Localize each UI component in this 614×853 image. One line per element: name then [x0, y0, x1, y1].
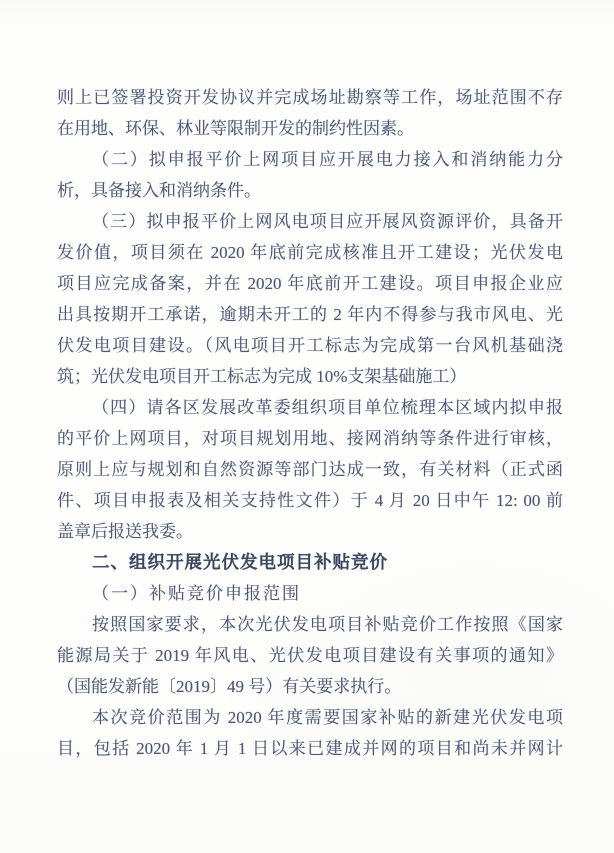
text-line: （二）拟申报平价上网项目应开展电力接入和消纳能力分 [92, 150, 563, 169]
text-line: 原则上应与规划和自然资源等部门达成一致，有关材料（正式函 [57, 460, 563, 479]
text-line: （四）请各区发展改革委组织项目单位梳理本区域内拟申报 [92, 398, 563, 417]
text-line: 发价值，项目须在 2020 年底前完成核准且开工建设；光伏发电 [57, 243, 563, 262]
text-line: 伏发电项目建设。（风电项目开工标志为完成第一台风机基础浇 [57, 336, 563, 355]
document-text-block [57, 82, 563, 764]
text-line: 盖章后报送我委。 [57, 522, 193, 541]
text-line: 目，包括 2020 年 1 月 1 日以来已建成并网的项目和尚未并网计 [57, 739, 563, 758]
text-line: 出具按期开工承诺，逾期未开工的 2 年内不得参与我市风电、光 [57, 305, 563, 324]
text-line: 本次竞价范围为 2020 年度需要国家补贴的新建光伏发电项 [92, 708, 563, 727]
section-heading: 二、组织开展光伏发电项目补贴竞价 [92, 552, 388, 572]
sub-heading: （一）补贴竞价申报范围 [92, 584, 301, 603]
text-line: （三）拟申报平价上网风电项目应开展风资源评价，具备开 [92, 212, 563, 231]
text-line: 按照国家要求，本次光伏发电项目补贴竞价工作按照《国家 [92, 615, 563, 634]
text-line: 析，具备接入和消纳条件。 [57, 181, 261, 200]
text-line: 筑；光伏发电项目开工标志为完成 10%支架基础施工） [57, 367, 467, 386]
text-line: 则上已签署投资开发协议并完成场址勘察等工作，场址范围不存 [57, 88, 563, 107]
text-line: 项目应完成备案，并在 2020 年底前开工建设。项目申报企业应 [57, 274, 563, 293]
text-line: （国能发新能〔2019〕49 号）有关要求执行。 [57, 677, 402, 696]
text-line: 件、项目申报表及相关支持性文件）于 4 月 20 日中午 12: 00 前 [57, 491, 563, 510]
text-line: 的平价上网项目，对项目规划用地、接网消纳等条件进行审核， [57, 429, 563, 448]
text-line: 能源局关于 2019 年风电、光伏发电项目建设有关事项的通知》 [57, 646, 563, 665]
text-line: 在用地、环保、林业等限制开发的制约性因素。 [57, 119, 414, 138]
